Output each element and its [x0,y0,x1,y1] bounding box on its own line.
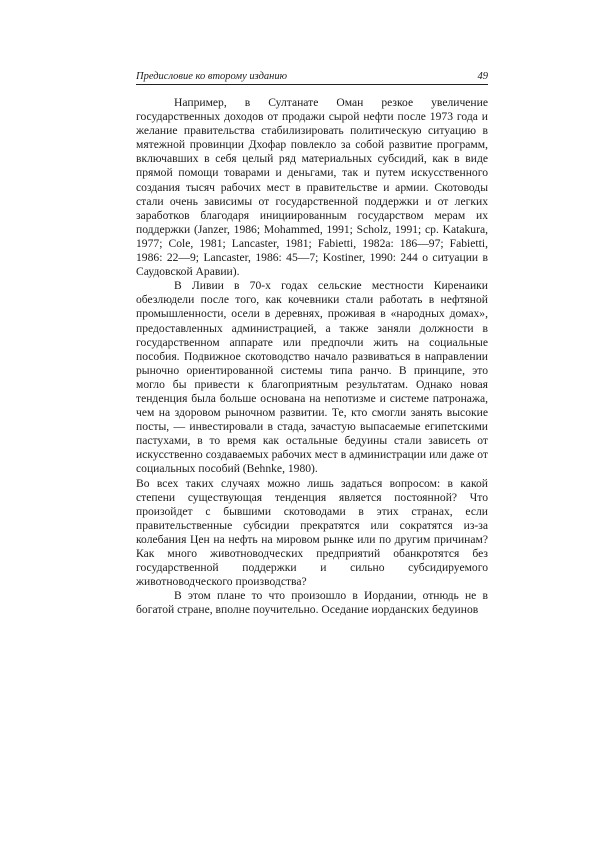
body-text [136,96,488,617]
paragraph-libya: В Ливии в 70-х годах сельские местности Киренаики обезлюдели после того, как кочевники стали работать в нефтяной промышленности, осели в деревнях, проживая в «народных домах», предоставленных администрацией, а также заняли должности в государственном аппарате или предпочли жить на социальные пособия. Подвижное скотоводство начало развиваться в направлении рыночно ориентированной системы типа ранчо. В принципе, это могло бы привести к благоприятным результатам. Однако новая тенденция была больше основана на непотизме и системе патронажа, чем на здоровом рыночном развитии. Те, кто смогли занять высокие посты, — инвестировали в стада, зачастую выпасаемые египетскими пастухами, в то время как остальные бедуины стали зависеть от искусственно создаваемых рабочих мест в администрации или даже от социальных пособий (Behnke, 1980). [136,279,488,476]
running-head-title: Предисловие ко второму изданию [136,71,287,82]
page-number: 49 [477,71,488,82]
running-head [136,71,488,85]
paragraph-oman: Например, в Султанате Оман резкое увеличение государственных доходов от продажи сырой нефти после 1973 года и желание правительства стабилизировать политическую ситуацию в мятежной провинции Дхофар повлекло за собой развитие программ, включавших в себя целый ряд материальных субсидий, как в виде прямой помощи товарами и деньгами, так и путем искусственного создания тысяч рабочих мест в правительстве и армии. Скотоводы стали очень зависимы от государственной поддержки и от легких заработков благодаря инициированным государством мерам их поддержки (Janzer, 1986; Mohammed, 1991; Scholz, 1991; ср. Katakura, 1977; Cole, 1981; Lancaster, 1981; Fabietti, 1982а: 186—97; Fabietti, 1986: 22—9; Lancaster, 1986: 45—7; Kostiner, 1990: 244 о ситуации в Саудовской Аравии). [136,96,488,279]
paragraph-questions: Во всех таких случаях можно лишь задаться вопросом: в какой степени существующая тенденция является постоянной? Что произойдет с бывшими скотоводами в этих странах, если правительственные субсидии прекратятся или сократятся из-за колебания Цен на нефть на мировом рынке или по другим причинам? Как много животноводческих предприятий обанкротятся без государственной поддержки и сильно субсидируемого животноводческого производства? [136,476,488,589]
paragraph-jordan: В этом плане то что произошло в Иордании, отнюдь не в богатой стране, вполне поучительно. Оседание иорданских бедуинов [136,589,488,617]
